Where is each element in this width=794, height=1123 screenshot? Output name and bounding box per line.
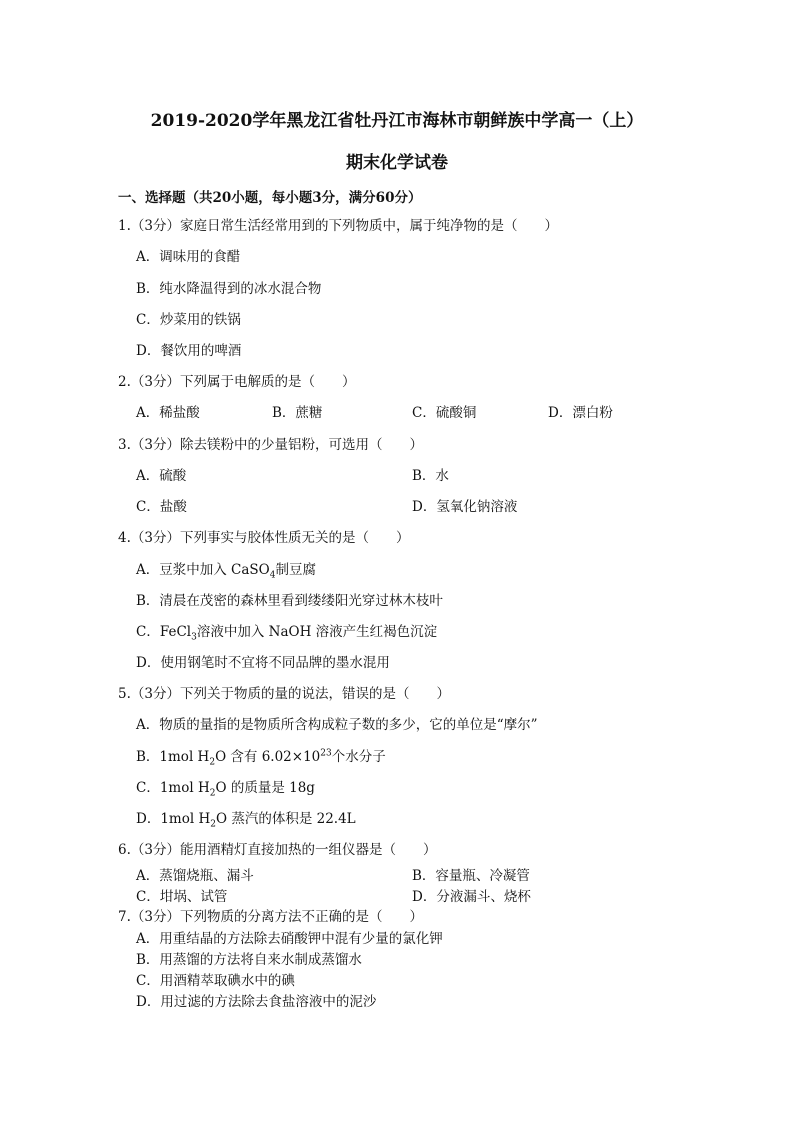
question-4-option-d: D．使用钢笔时不宜将不同品牌的墨水混用 [136, 655, 390, 671]
section-heading: 一、选择题（共20小题，每小题3分，满分60分） [118, 190, 422, 206]
question-1-option-d: D．餐饮用的啤酒 [136, 343, 242, 359]
question-7-stem: 7.（3分）下列物质的分离方法不正确的是（ ） [118, 909, 423, 925]
question-1-option-a: A．调味用的食醋 [136, 249, 241, 265]
question-3-option-d: D．氢氧化钠溶液 [412, 499, 518, 515]
question-7-option-d: D．用过滤的方法除去食盐溶液中的泥沙 [136, 994, 377, 1010]
question-6-option-c: C．坩埚、试管 [136, 889, 228, 905]
question-3-option-c: C．盐酸 [136, 499, 187, 515]
question-2-option-d: D．漂白粉 [548, 405, 613, 421]
subscript: 2 [209, 788, 216, 799]
question-4-stem: 4.（3分）下列事实与胶体性质无关的是（ ） [118, 530, 410, 546]
question-6-option-a: A．蒸馏烧瓶、漏斗 [136, 868, 254, 884]
question-6-option-d: D．分液漏斗、烧杯 [412, 889, 531, 905]
exam-title-line2: 期末化学试卷 [346, 153, 448, 173]
question-7-option-b: B．用蒸馏的方法将自来水制成蒸馏水 [136, 952, 362, 968]
question-1-option-c: C．炒菜用的铁锅 [136, 312, 241, 328]
question-6-stem: 6.（3分）能用酒精灯直接加热的一组仪器是（ ） [118, 842, 437, 858]
superscript: 23 [320, 748, 332, 759]
question-3-option-b: B．水 [412, 468, 449, 484]
subscript: 4 [269, 570, 276, 581]
question-5-stem: 5.（3分）下列关于物质的量的说法，错误的是（ ） [118, 686, 450, 702]
question-1-stem: 1.（3分）家庭日常生活经常用到的下列物质中，属于纯净物的是（ ） [118, 218, 558, 234]
question-3-stem: 3.（3分）除去镁粉中的少量铝粉，可选用（ ） [118, 437, 423, 453]
question-7-option-c: C．用酒精萃取碘水中的碘 [136, 973, 295, 989]
subscript: 2 [209, 757, 216, 768]
question-4-option-a-text-end: 制豆腐 [275, 562, 316, 578]
question-7-option-a: A．用重结晶的方法除去硝酸钾中混有少量的氯化钾 [136, 931, 443, 947]
question-2-option-c: C．硫酸铜 [412, 405, 477, 421]
question-5-option-c [136, 779, 315, 797]
question-5-option-d [136, 810, 356, 828]
subscript: 3 [191, 632, 197, 643]
question-5-option-c-text: C．1mol H [136, 780, 210, 796]
question-5-option-a: A．物质的量指的是物质所含构成粒子数的多少，它的单位是“摩尔” [136, 717, 538, 733]
question-2-stem: 2.（3分）下列属于电解质的是（ ） [118, 374, 356, 390]
question-1-option-b: B．纯水降温得到的冰水混合物 [136, 281, 322, 297]
question-2-option-b: B．蔗糖 [272, 405, 323, 421]
question-5-option-b [136, 748, 386, 766]
question-5-option-b-text-mid: O 含有 6.02×10 [215, 749, 321, 765]
question-5-option-b-text-end: 个水分子 [331, 749, 386, 765]
question-4-option-c-text: C．FeCl [136, 624, 192, 640]
question-4-option-a [136, 561, 316, 579]
question-4-option-a-text: A．豆浆中加入 CaSO [136, 562, 270, 578]
exam-title-line1: 2019-2020学年黑龙江省牡丹江市海林市朝鲜族中学高一（上） [150, 111, 644, 131]
question-4-option-b: B．清晨在茂密的森林里看到缕缕阳光穿过林木枝叶 [136, 593, 443, 609]
question-2-option-a: A．稀盐酸 [136, 405, 200, 421]
question-4-option-c [136, 623, 437, 641]
question-5-option-b-text: B．1mol H [136, 749, 210, 765]
question-5-option-d-text-end: O 蒸汽的体积是 22.4L [215, 811, 356, 827]
subscript: 2 [210, 819, 216, 830]
question-4-option-c-text-end: 溶液中加入 NaOH 溶液产生红褐色沉淀 [196, 624, 438, 640]
question-3-option-a: A．硫酸 [136, 468, 187, 484]
question-5-option-c-text-end: O 的质量是 18g [215, 780, 315, 796]
question-5-option-d-text: D．1mol H [136, 811, 211, 827]
question-6-option-b: B．容量瓶、冷凝管 [412, 868, 530, 884]
